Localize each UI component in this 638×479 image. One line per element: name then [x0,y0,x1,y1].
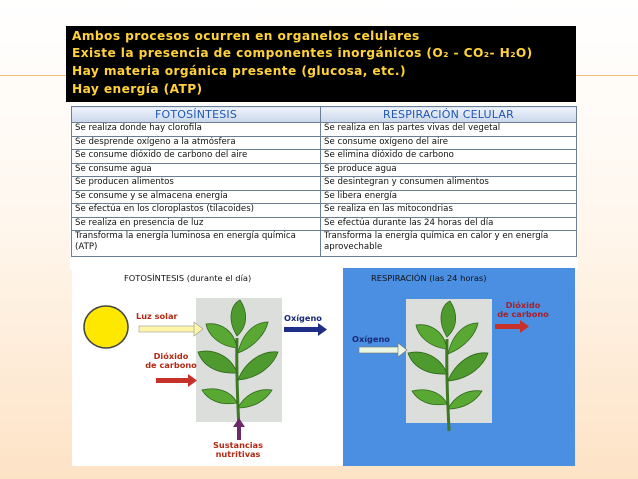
table-cell: Se elimina dióxido de carbono [321,150,577,164]
table-cell: Se realiza donde hay clorofila [72,123,321,137]
photosynthesis-caption: FOTOSÍNTESIS (durante el día) [124,273,252,283]
table-cell: Se desintegran y consumen alimentos [321,177,577,191]
co2-in-arrow-icon [156,374,197,387]
comparison-table [71,106,577,257]
oxygen-in-label: Oxígeno [352,334,390,344]
table-row [72,217,577,231]
decorative-line-right [575,75,638,76]
banner-line-4: Hay energía (ATP) [72,82,203,96]
table-row [72,204,577,218]
oxygen-in-arrow-icon [359,343,407,357]
table-cell: Se efectúa en los cloroplastos (tilacoides) [72,204,321,218]
co2-in-label-line2: de carbono [145,360,197,370]
header-respiracion: RESPIRACIÓN CELULAR [321,107,577,123]
nutrients-label [206,441,270,459]
table-cell: Se realiza en las partes vivas del vegetal [321,123,577,137]
comparison-table-wrapper [70,104,578,270]
co2-out-arrow-icon [495,320,529,333]
table-row [72,123,577,137]
plant-left-icon [198,300,278,430]
nutrients-arrow-icon [233,418,245,440]
co2-out-label [493,301,553,319]
nutrients-label-line2: nutritivas [215,449,261,459]
table-cell: Se producen alimentos [72,177,321,191]
oxygen-out-arrow-icon [284,323,327,336]
table-row [72,177,577,191]
nutrients-label-line1: Sustancias [213,440,263,450]
co2-out-label-line1: Dióxido [505,300,541,310]
header-fotosintesis: FOTOSÍNTESIS [72,107,321,123]
table-row [72,150,577,164]
table-cell: Se libera energía [321,190,577,204]
co2-out-label-line2: de carbono [497,309,549,319]
table-cell: Transforma la energía química en calor y en energía aprovechable [321,231,577,257]
table-cell: Se consume y se almacena energía [72,190,321,204]
table-cell: Se efectúa durante las 24 horas del día [321,217,577,231]
co2-in-label [141,352,201,370]
banner-line-1: Ambos procesos ocurren en organelos celulares [72,29,420,43]
table-cell: Transforma la energía luminosa en energía química (ATP) [72,231,321,257]
banner-line-3: Hay materia orgánica presente (glucosa, etc.) [72,64,406,78]
table-cell: Se realiza en presencia de luz [72,217,321,231]
table-cell: Se consume dióxido de carbono del aire [72,150,321,164]
plant-right-icon [408,301,488,431]
table-row [72,163,577,177]
sunlight-arrow-icon [139,322,203,336]
banner-line-2: Existe la presencia de componentes inorgánicos (O₂ - CO₂- H₂O) [72,46,533,60]
table-row [72,231,577,257]
process-illustration [72,268,575,466]
table-row [72,190,577,204]
table-row [72,136,577,150]
sun-icon [84,306,128,348]
respiration-caption: RESPIRACIÓN (las 24 horas) [371,273,487,283]
decorative-line-left [0,75,68,76]
table-cell: Se produce agua [321,163,577,177]
sunlight-label: Luz solar [136,311,178,321]
oxygen-out-label: Oxígeno [284,313,322,323]
co2-in-label-line1: Dióxido [153,351,189,361]
table-cell: Se realiza en las mitocondrias [321,204,577,218]
table-header-row [72,107,577,123]
table-cell: Se consume agua [72,163,321,177]
table-cell: Se desprende oxígeno a la atmósfera [72,136,321,150]
table-cell: Se consume oxígeno del aire [321,136,577,150]
summary-banner [66,26,576,102]
